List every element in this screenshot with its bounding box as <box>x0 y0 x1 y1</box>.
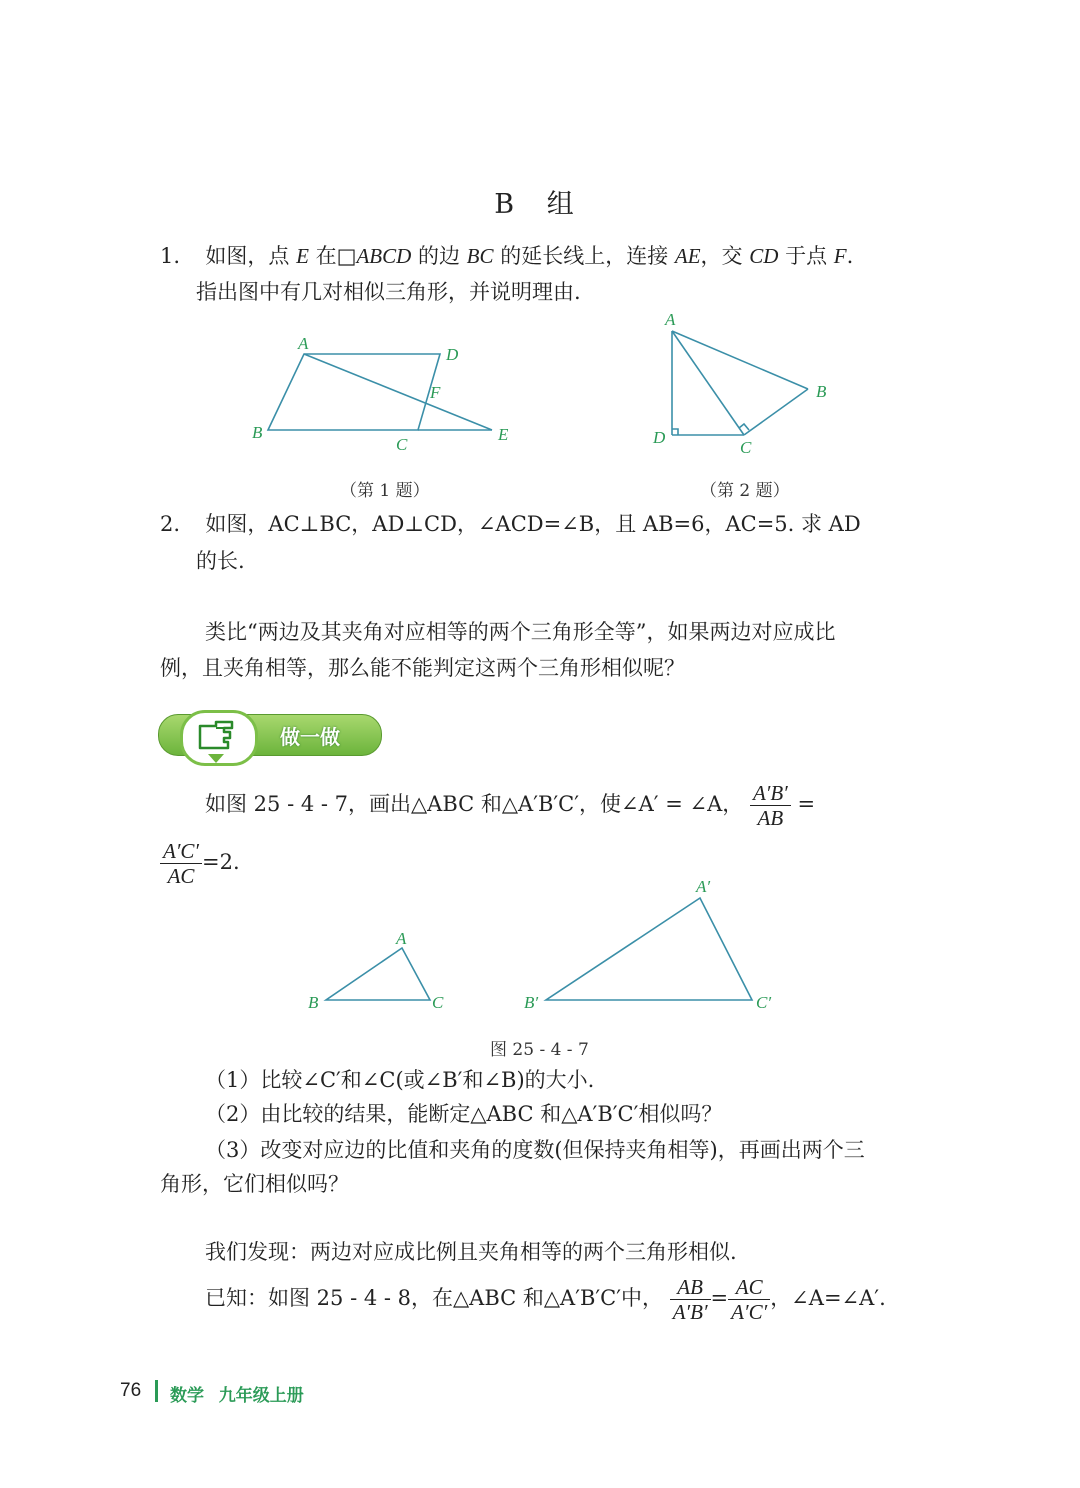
fig1-label-D: D <box>446 345 459 364</box>
figure-2 <box>640 305 840 465</box>
fig2-label-D: D <box>653 428 666 447</box>
question-2: （2）由比较的结果，能断定△ABC 和△A′B′C′相似吗？ <box>205 1102 723 1126</box>
segment-CD: CD <box>749 244 779 268</box>
fig3-label-A: A <box>396 929 407 948</box>
analogy-line-2: 例，且夹角相等，那么能不能判定这两个三角形相似呢？ <box>160 656 685 680</box>
fraction-numerator: AB <box>670 1275 711 1300</box>
fig3-label-C-prime: C′ <box>756 993 772 1012</box>
problem-2-text: 如图，AC⊥BC，AD⊥CD，∠ACD=∠B，且 AB=6，AC=5. 求 AD <box>205 512 861 536</box>
fraction-ac-over-a1c1 <box>728 1275 770 1324</box>
point-E: E <box>296 244 309 268</box>
fig2-label-C: C <box>740 438 752 457</box>
footer-divider <box>155 1380 158 1402</box>
fraction-a1c1-over-ac <box>160 839 202 888</box>
segment-cb <box>744 389 808 435</box>
activity-banner <box>158 712 382 768</box>
figure-2-caption: （第 2 题） <box>700 481 790 501</box>
fig3-label-B: B <box>308 993 319 1012</box>
parallelogram-name: ABCD <box>356 244 412 268</box>
problem-1-number: 1. <box>160 244 181 268</box>
activity-label: 做一做 <box>280 725 340 749</box>
segment-AE: AE <box>674 244 701 268</box>
given-suffix: ，∠A=∠A′. <box>770 1286 886 1310</box>
fig3-label-B-prime: B′ <box>524 993 539 1012</box>
fraction-denominator: A′C′ <box>731 1300 768 1324</box>
fig3-label-C: C <box>432 993 444 1012</box>
footer-subject: 数学 <box>170 1386 204 1405</box>
fraction-numerator: AC <box>728 1275 770 1300</box>
fraction-denominator: AC <box>167 864 195 888</box>
fraction-a1b1-over-ab <box>750 781 791 830</box>
instruction-line-2 <box>160 838 240 888</box>
fig1-label-C: C <box>396 435 408 454</box>
problem-2-line-2: 的长. <box>196 549 245 573</box>
fraction-denominator: AB <box>757 806 784 830</box>
finding: 我们发现：两边对应成比例且夹角相等的两个三角形相似. <box>205 1240 737 1264</box>
problem-1-text-f: 于点 <box>785 244 828 268</box>
point-F: F <box>833 244 847 268</box>
given-prefix: 已知：如图 25 - 4 - 8，在△ABC 和△A′B′C′中， <box>205 1286 664 1310</box>
question-3-line-2: 角形，它们相似吗？ <box>160 1172 349 1196</box>
fraction-ab-over-a1b1 <box>670 1275 711 1324</box>
segment-ae <box>304 354 492 430</box>
fraction-denominator: A′B′ <box>672 1300 708 1324</box>
page-number: 76 <box>120 1380 142 1401</box>
fig1-label-E: E <box>498 425 509 444</box>
equals-sign: = <box>710 1286 729 1310</box>
parallelogram-abcd <box>268 354 440 430</box>
footer-grade: 九年级上册 <box>218 1386 304 1405</box>
figure-3-caption: 图 25 - 4 - 7 <box>490 1040 589 1060</box>
analogy-line-1: 类比“两边及其夹角对应相等的两个三角形全等”，如果两边对应成比 <box>205 620 836 644</box>
problem-1-text-b: 在□ <box>315 244 357 268</box>
instruction-line-1 <box>205 780 815 830</box>
figure-1 <box>240 330 530 460</box>
right-angle-mark-d <box>672 429 678 435</box>
instruction-tail: =2. <box>202 850 240 874</box>
problem-1-period: . <box>846 244 854 268</box>
fig2-label-A: A <box>665 310 676 329</box>
instruction-text: 如图 25 - 4 - 7，画出△ABC 和△A′B′C′，使∠A′ = ∠A， <box>205 792 744 816</box>
fig1-label-B: B <box>252 423 263 442</box>
fig1-label-A: A <box>298 334 309 353</box>
problem-1-text-c: 的边 <box>417 244 460 268</box>
problem-2-number: 2. <box>160 512 181 536</box>
fig2-label-B: B <box>816 382 827 401</box>
figure-3 <box>290 870 800 1030</box>
question-3: （3）改变对应边的比值和夹角的度数(但保持夹角相等)，再画出两个三 <box>205 1138 865 1162</box>
activity-pointer <box>208 754 224 763</box>
hand-pointing-icon <box>194 716 242 752</box>
question-1: （1）比较∠C′和∠C(或∠B′和∠B)的大小. <box>205 1068 595 1092</box>
triangle-a1b1c1 <box>546 898 752 1000</box>
problem-1-text-a: 如图，点 <box>205 244 290 268</box>
problem-1-line-2: 指出图中有几对相似三角形，并说明理由. <box>196 280 581 304</box>
problem-1-text-d: 的延长线上，连接 <box>500 244 669 268</box>
given <box>205 1274 886 1324</box>
triangle-abc <box>326 948 430 1000</box>
section-title: B 组 <box>494 189 586 220</box>
segment-BC: BC <box>466 244 494 268</box>
problem-1-text-e: ，交 <box>700 244 743 268</box>
fig3-label-A-prime: A′ <box>696 877 711 896</box>
equals-sign: = <box>797 792 816 816</box>
fraction-numerator: A′C′ <box>160 839 202 864</box>
fig1-label-F: F <box>430 383 441 402</box>
footer-book-title <box>170 1381 304 1406</box>
problem-1 <box>160 238 853 274</box>
figure-1-caption: （第 1 题） <box>340 481 430 501</box>
fraction-numerator: A′B′ <box>750 781 791 806</box>
problem-2 <box>160 506 861 542</box>
